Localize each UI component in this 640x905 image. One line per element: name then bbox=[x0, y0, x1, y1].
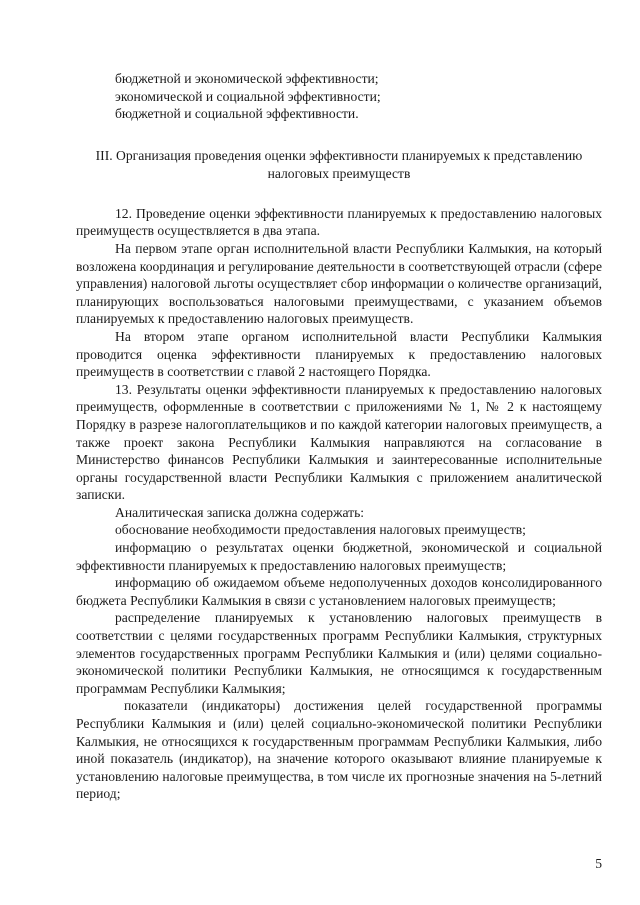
page-number: 5 bbox=[595, 856, 602, 871]
list-item: бюджетной и экономической эффективности; bbox=[115, 71, 379, 86]
paragraph: 12. Проведение оценки эффективности планируемых к предоставлению налоговых преимуществ осуществляется в два этапа. bbox=[76, 205, 602, 239]
paragraph: показатели (индикаторы) достижения целей государственной программы Республики Калмыкия и (или) целей социально-экономической политики Республики Калмыкия, не относящихся к государственным программам Республики Калмыкия, либо иной показатель (индикатор), на значение которого оказывают влияние планируемые к установлению налоговые преимущества, в том числе их прогнозные значения на 5-летний период; bbox=[76, 698, 602, 802]
document-body bbox=[76, 70, 602, 803]
paragraph: 13. Результаты оценки эффективности планируемых к предоставлению налоговых преимуществ, оформленные в соответствии с приложениями № 1, № 2 к настоящему Порядку в разрезе налогоплательщиков и по каждой категории налоговых преимуществ, а также проект закона Республики Калмыкия направляются на согласование в Министерство финансов Республики Калмыкия и заинтересованные исполнительные органы государственной власти Республики Калмыкия с приложением аналитической записки. bbox=[76, 381, 602, 503]
paragraph: На втором этапе органом исполнительной власти Республики Калмыкия проводится оценка эффективности планируемых к предоставлению налоговых преимуществ в соответствии с главой 2 настоящего Порядка. bbox=[76, 328, 602, 380]
paragraph: обоснование необходимости предоставления налоговых преимуществ; bbox=[115, 522, 526, 538]
paragraph: информацию о результатах оценки бюджетной, экономической и социальной эффективности планируемых к предоставлению налоговых преимуществ; bbox=[76, 540, 602, 573]
paragraph: распределение планируемых к установлению налоговых преимуществ в соответствии с целями государственных программ Республики Калмыкия, структурных элементов государственных программ Республики Калмыкия и (или) целями социально-экономической политики Республики Калмыкия, не относящимся к государственным программам Республики Калмыкия; bbox=[76, 610, 602, 696]
paragraph: На первом этапе орган исполнительной власти Республики Калмыкия, на который возложена координация и регулирование деятельности в соответствующей отрасли (сфере управления) налоговой льготы осуществляет сбор информации о количестве организаций, планирующих воспользоваться налоговыми преимуществами, с указанием объемов планируемых к предоставлению налоговых преимуществ. bbox=[76, 240, 602, 327]
list-item: экономической и социальной эффективности; bbox=[115, 88, 381, 104]
list-item: бюджетной и социальной эффективности. bbox=[115, 106, 359, 122]
section-heading: III. Организация проведения оценки эффективности планируемых к представлению налоговых преимуществ bbox=[95, 147, 583, 181]
paragraph: информацию об ожидаемом объеме недополученных доходов консолидированного бюджета Республики Калмыкия в связи с установлением налоговых преимуществ; bbox=[76, 575, 602, 608]
paragraph: Аналитическая записка должна содержать: bbox=[115, 504, 365, 520]
